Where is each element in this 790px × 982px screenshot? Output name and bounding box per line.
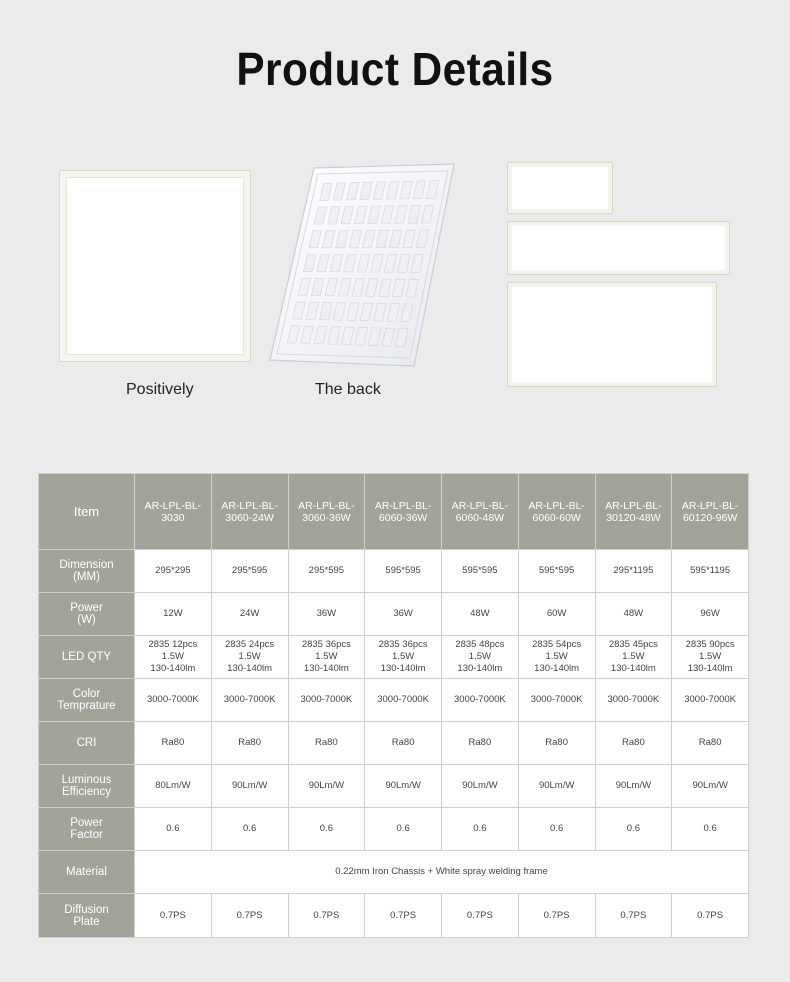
model-header [288,474,365,550]
cell-line: 130-140lm [380,663,426,674]
panel-front-image [59,170,251,362]
cell-line: 130-140lm [534,663,580,674]
table-cell: Ra80 [442,722,519,765]
table-cell: 595*1195 [672,550,749,593]
table-cell: 0.6 [365,808,442,851]
table-cell: 595*595 [365,550,442,593]
table-cell: 60W [518,593,595,636]
cell-line: 130-140lm [457,663,503,674]
panel-size-small-image [507,162,613,214]
cell-line: 130-140lm [687,663,733,674]
cell-line: Diffusion [64,903,109,916]
cell-line: 130-140lm [610,663,656,674]
model-header [211,474,288,550]
cell-line: Color [72,688,101,700]
cell-line: 130-140lm [303,663,349,674]
cell-line: 2835 36pcs [301,639,351,650]
table-cell: 0.6 [518,808,595,851]
table-cell: 295*1195 [595,550,672,593]
cell-line: 130-140lm [227,663,273,674]
cell-line: 2835 36pcs [378,639,428,650]
panel-size-long-image [507,221,730,275]
cell-line: 2835 90pcs [685,639,735,650]
cell-line: Luminous [61,774,112,786]
table-cell: Ra80 [135,722,212,765]
table-cell: 0.7PS [672,894,749,938]
table-cell: 295*295 [135,550,212,593]
table-cell: Ra80 [595,722,672,765]
cell-line: Power [70,602,103,614]
table-row [39,808,749,851]
cell-line: 2835 45pcs [608,639,658,650]
panel-front-diffuser [66,177,244,355]
cell-line: AR-LPL-BL- [374,499,432,512]
model-header [672,474,749,550]
table-cell: 3000-7000K [518,679,595,722]
cell-line: Plate [73,915,100,928]
table-row [39,722,749,765]
material-cell: 0.22mm Iron Chassis + White spray welding frame [135,851,749,894]
cell-line: CRI [76,737,97,749]
panel-back-image [266,160,458,372]
table-cell: 3000-7000K [672,679,749,722]
row-label [39,722,135,765]
cell-line: 1.5W [468,651,491,662]
cell-line: AR-LPL-BL- [605,499,662,512]
table-cell: 0.7PS [365,894,442,938]
table-cell [135,636,212,679]
cell-line: 6060-60W [532,511,581,524]
table-cell: 0.7PS [211,894,288,938]
cell-line: LED QTY [61,651,112,663]
cell-line: 130-140lm [150,663,196,674]
table-cell: 3000-7000K [365,679,442,722]
table-cell: 0.6 [211,808,288,851]
cell-line: 2835 12pcs [148,639,198,650]
spec-table [38,473,749,938]
table-row [39,593,749,636]
table-cell: 0.6 [442,808,519,851]
cell-line: Dimension [59,559,114,571]
table-cell: 3000-7000K [595,679,672,722]
cell-line: 1.5W [545,651,568,662]
cell-line: 3060-24W [225,511,274,524]
model-header [518,474,595,550]
item-header: Item [39,474,135,550]
table-cell: 80Lm/W [135,765,212,808]
cell-line: 6060-48W [455,511,505,524]
table-cell: 0.7PS [518,894,595,938]
table-cell: 295*595 [211,550,288,593]
caption-back: The back [315,381,381,398]
table-cell: Ra80 [672,722,749,765]
cell-line: 1.5W [315,651,338,662]
table-cell: 3000-7000K [442,679,519,722]
table-cell [595,636,672,679]
row-label [39,636,135,679]
table-cell: 0.6 [595,808,672,851]
table-cell: 36W [365,593,442,636]
table-cell: 90Lm/W [442,765,519,808]
table-cell: 36W [288,593,365,636]
caption-front: Positively [126,381,194,398]
table-cell: 0.6 [288,808,365,851]
table-row [39,550,749,593]
row-label [39,765,135,808]
table-cell: 0.7PS [595,894,672,938]
cell-line: AR-LPL-BL- [221,499,278,512]
table-cell: 595*595 [518,550,595,593]
table-row [39,679,749,722]
cell-line: 3030 [161,511,185,524]
cell-line: 6060-36W [378,511,428,524]
table-cell: 90Lm/W [211,765,288,808]
table-cell: 0.7PS [442,894,519,938]
table-cell: Ra80 [518,722,595,765]
table-row [39,894,749,938]
cell-line: AR-LPL-BL- [528,499,585,512]
table-cell [365,636,442,679]
cell-line: Efficiency [61,786,111,798]
table-cell [672,636,749,679]
cell-line: 1.5W [622,651,645,662]
panel-size-large-image [507,282,717,387]
row-label [39,593,135,636]
table-cell: 24W [211,593,288,636]
table-cell: 595*595 [442,550,519,593]
table-cell: 90Lm/W [595,765,672,808]
table-cell [288,636,365,679]
cell-line: Power [70,817,103,829]
cell-line: 1.5W [161,651,184,662]
table-cell: 90Lm/W [288,765,365,808]
model-header [595,474,672,550]
table-header-row [39,474,749,550]
table-cell [211,636,288,679]
table-cell: 48W [442,593,519,636]
cell-line: AR-LPL-BL- [451,499,509,512]
table-cell: 3000-7000K [135,679,212,722]
table-cell: 295*595 [288,550,365,593]
table-cell: 0.6 [672,808,749,851]
cell-line: AR-LPL-BL- [298,499,355,512]
table-cell: 0.7PS [135,894,212,938]
cell-line: AR-LPL-BL- [681,499,739,512]
table-cell: 90Lm/W [365,765,442,808]
model-header [442,474,519,550]
row-label [39,550,135,593]
table-cell: Ra80 [211,722,288,765]
cell-line: 2835 48pcs [455,639,505,650]
table-cell: 0.6 [135,808,212,851]
table-cell: 90Lm/W [672,765,749,808]
cell-line: (MM) [73,571,100,583]
cell-line: Material [66,866,107,878]
cell-line: Factor [70,829,103,841]
cell-line: 1.5W [392,651,415,662]
cell-line: 2835 54pcs [532,639,582,650]
table-cell: 48W [595,593,672,636]
cell-line: AR-LPL-BL- [144,499,202,512]
table-cell: 12W [135,593,212,636]
table-cell: 3000-7000K [288,679,365,722]
table-cell [518,636,595,679]
model-header [135,474,212,550]
cell-line: 30120-48W [606,511,661,524]
cell-line: 1.5W [238,651,261,662]
table-row [39,636,749,679]
row-label [39,679,135,722]
table-cell: Ra80 [365,722,442,765]
table-cell: 0.7PS [288,894,365,938]
model-header [365,474,442,550]
cell-line: 60120-96W [682,511,738,524]
table-cell [442,636,519,679]
cell-line: 3060-36W [302,511,351,524]
cell-line: 1.5W [699,651,722,662]
row-label [39,894,135,938]
cell-line: 2835 24pcs [225,639,275,650]
table-cell: Ra80 [288,722,365,765]
table-cell: 96W [672,593,749,636]
row-label [39,851,135,894]
page-title: Product Details [236,43,554,95]
table-row [39,765,749,808]
row-label [39,808,135,851]
cell-line: Temprature [57,700,116,712]
table-row [39,851,749,894]
table-cell: 90Lm/W [518,765,595,808]
cell-line: (W) [77,614,96,626]
table-cell: 3000-7000K [211,679,288,722]
